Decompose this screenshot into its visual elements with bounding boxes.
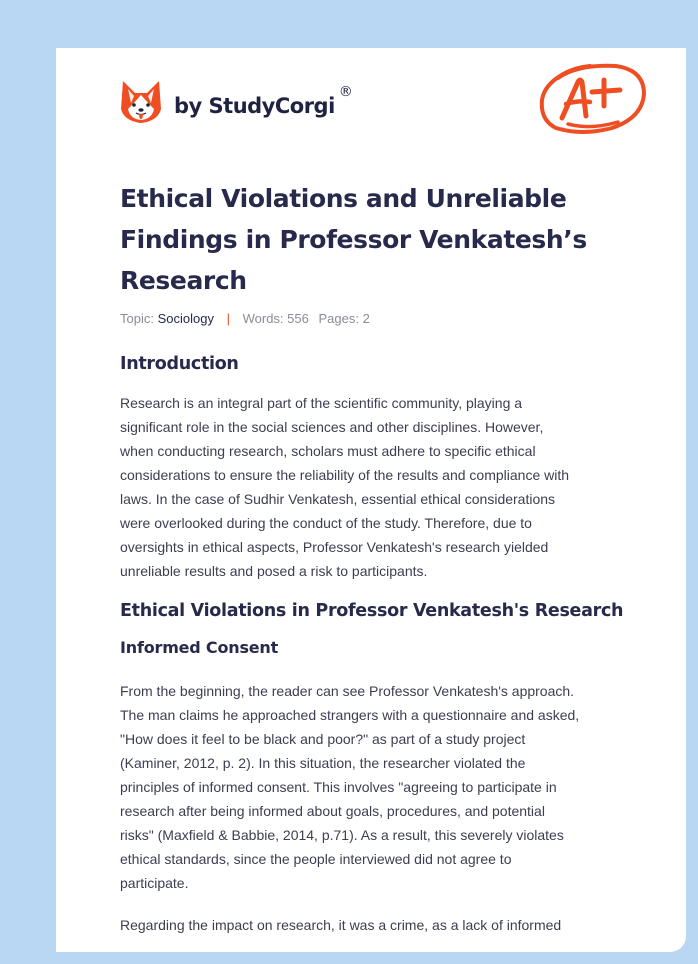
a-plus-grade-icon: [538, 60, 650, 140]
brand-name: by StudyCorgi: [174, 94, 335, 118]
corgi-icon: [120, 79, 162, 125]
section-heading-ethical-violations: Ethical Violations in Professor Venkatesh's Research: [120, 601, 624, 621]
paragraph-impact: Regarding the impact on research, it was a crime, as a lack of informed: [120, 917, 562, 933]
section-heading-introduction: Introduction: [120, 354, 239, 374]
document-card: [56, 48, 686, 952]
subheading-informed-consent: Informed Consent: [120, 638, 279, 657]
document-title: Ethical Violations and Unreliable Findings in Professor Venkatesh’s Research: [120, 184, 587, 295]
page-count: Pages: 2: [318, 311, 370, 326]
paragraph-introduction: Research is an integral part of the scientific community, playing a significant role in the social sciences and other disciplines. However, when conducting research, scholars must adhere to specific ethical considerations to ensure the reliability of the results and compliance with laws. In the case of Sudhir Venkatesh, essential ethical considerations were overlooked during the conduct of the study. Therefore, due to oversights in ethical aspects, Professor Venkatesh's research yielded unreliable results and posed a risk to participants.: [120, 395, 570, 579]
topic-link[interactable]: Sociology: [157, 311, 214, 326]
studycorgi-logo[interactable]: [120, 74, 353, 130]
word-count: Words: 556: [242, 311, 309, 326]
paragraph-informed-consent: From the beginning, the reader can see Professor Venkatesh's approach. The man claims he approached strangers with a questionnaire and asked, "How does it feel to be black and poor?" as part of a study project (Kaminer, 2012, p. 2). In this situation, the researcher violated the principles of informed consent. This involves "agreeing to participate in research after being informed about goals, procedures, and potential risks" (Maxfield & Babbie, 2014, p.71). As a result, this severely violates ethical standards, since the people interviewed did not agree to participate.: [120, 683, 580, 891]
registered-mark: ®: [338, 84, 353, 100]
topic-label: Topic:: [120, 311, 154, 326]
meta-separator: |: [226, 311, 230, 326]
document-meta: [120, 311, 370, 326]
document-header: [120, 74, 660, 144]
